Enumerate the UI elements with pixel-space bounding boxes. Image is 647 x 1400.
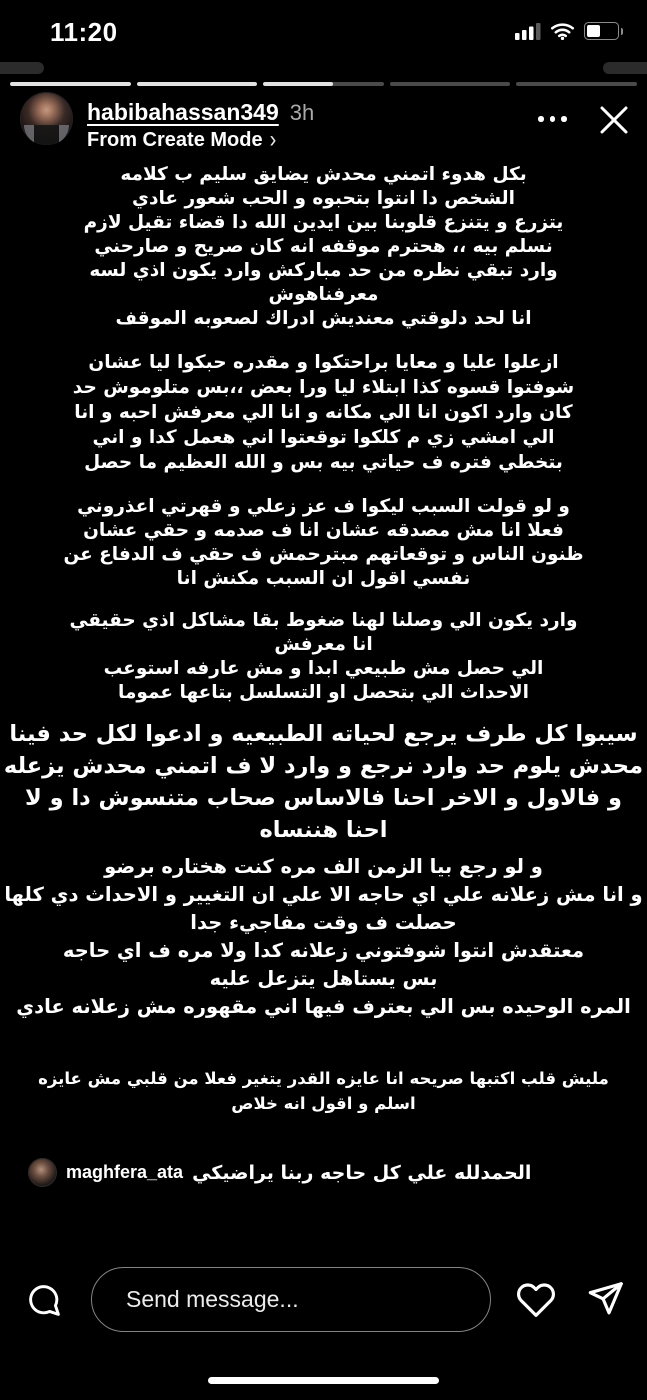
story-text-paragraph (0, 718, 647, 846)
story-text-line: كان وارد اكون انا الي مكانه و انا الي معرفش احبه و انا (74, 402, 573, 423)
chevron-right-icon: › (269, 126, 277, 154)
story-text-block (0, 163, 647, 1116)
username-link[interactable]: habibahassan349 (87, 99, 279, 125)
close-button[interactable] (592, 98, 636, 142)
story-text-line: ظنون الناس و توقعاتهم مبترحمش ف حقي ف الدفاع عن (63, 544, 584, 565)
story-text-line: نفسي اقول ان السبب مكنش انا (176, 568, 471, 589)
story-text-line: حصلت ف وقت مفاجيء جدا (190, 911, 457, 934)
story-text-line: يتزرع و يتنزع قلوبنا بين ايدين الله دا قضاء تقيل لازم (83, 212, 564, 233)
story-text-line: و لو رجع بيا الزمن الف مره كنت هختاره برضو (104, 855, 543, 878)
message-pill[interactable] (91, 1267, 491, 1332)
story-text-line: ازعلوا عليا و معايا براحتكوا و مقدره حبكوا ليا عشان (88, 352, 559, 373)
story-canvas-corner-left (0, 62, 44, 74)
story-text-line: معتقدش انتوا شوفتوني زعلانه كدا ولا مره ف اي حاجه (62, 939, 585, 962)
progress-segment (390, 82, 511, 86)
progress-segment (263, 82, 384, 86)
mention-caption: الحمدلله علي كل حاجه ربنا يراضيكي (192, 1161, 532, 1184)
heart-icon (516, 1280, 556, 1320)
story-text-line: الي امشي زي م كلكوا توقعتوا اني هعمل كدا و اني (92, 427, 555, 448)
story-text-paragraph (0, 1066, 647, 1116)
mention-username[interactable]: maghfera_ata (66, 1162, 184, 1182)
cellular-signal-icon (515, 23, 541, 40)
story-text-line: و فالاول و الاخر احنا فالاساس صحاب متنسوش دا و لا (25, 785, 622, 811)
story-text-line: فعلا انا مش مصدقه عشان انا ف صدمه و حقي عشان (83, 520, 564, 541)
story-text-line: و انا مش زعلانه علي اي حاجه الا علي ان التغيير و الاحداث دي كلها (4, 883, 643, 906)
story-header (87, 99, 314, 152)
story-text-line: وارد يكون الي وصلنا لهنا ضغوط بقا مشاكل اذي حقيقي (69, 610, 578, 631)
story-text-line: انا لحد دلوقتي معنديش ادراك لصعوبه الموقف (115, 308, 532, 329)
status-icons (515, 22, 619, 40)
story-text-line: سيبوا كل طرف يرجع لحياته الطبيعيه و ادعوا لكل حد فينا (9, 721, 638, 747)
story-text-line: بتخطي فتره ف حياتي بيه بس و الله العظيم ما حصل (84, 452, 563, 473)
story-text-line: المره الوحيده بس الي بعترف فيها اني مقهوره مش زعلانه عادي (16, 995, 631, 1018)
story-text-line: الي حصل مش طبيعي ابدا و مش عارفه استوعب (103, 658, 544, 679)
story-text-line: اسلم و اقول انه خلاص (231, 1094, 416, 1113)
home-indicator[interactable] (208, 1377, 439, 1384)
story-text-paragraph (0, 163, 647, 331)
story-text-line: الشخص دا انتوا بتحبوه و الحب شعور عادي (132, 188, 515, 209)
story-text-line: محدش يلوم حد وارد نرجع و وارد لا ف اتمني محدش يزعله (3, 753, 644, 779)
more-options-icon[interactable] (538, 116, 567, 122)
story-text-paragraph (0, 350, 647, 475)
send-message-input[interactable] (124, 1285, 470, 1314)
comment-bubble-button[interactable] (26, 1282, 63, 1324)
progress-segment (137, 82, 258, 86)
like-button[interactable] (516, 1280, 556, 1325)
progress-segment (10, 82, 131, 86)
comment-bubble-icon (26, 1282, 63, 1319)
mention-row[interactable] (28, 1158, 531, 1187)
story-text-line: بس يستاهل يتزعل عليه (209, 967, 438, 990)
story-canvas-corner-right (603, 62, 647, 74)
story-text-paragraph (0, 495, 647, 591)
story-progress-bar (10, 82, 637, 86)
story-text-line: الاحداث الي بتحصل او التسلسل بتاعها عموما (118, 682, 529, 703)
battery-icon (584, 22, 619, 40)
story-text-line: انا معرفش (274, 634, 373, 655)
share-button[interactable] (584, 1278, 626, 1325)
status-time: 11:20 (50, 17, 118, 47)
story-text-line: و لو قولت السبب ليكوا ف عز زعلي و قهرتي اعذروني (77, 496, 570, 517)
story-text-line: نسلم بيه ،، هحترم موقفه انه كان صريح و صارحني (94, 236, 553, 257)
create-mode-label: From Create Mode (87, 129, 263, 151)
wifi-icon (550, 22, 575, 40)
story-text-paragraph (0, 609, 647, 705)
close-icon (595, 101, 633, 139)
story-text-line: مليش قلب اكتبها صريحه انا عايزه القدر يتغير فعلا من قلبي مش عايزه (38, 1069, 609, 1088)
story-text-line: احنا هننساه (259, 817, 388, 843)
progress-segment (516, 82, 637, 86)
story-text-line: معرفناهوش (268, 284, 379, 305)
paper-plane-icon (584, 1278, 626, 1320)
story-text-line: شوفتوا قسوه كذا ابتلاء ليا ورا بعض ،،بس متلوموش حد (72, 377, 575, 398)
story-timestamp: 3h (289, 100, 315, 125)
story-text-line: بكل هدوء اتمني محدش يضايق سليم ب كلامه (120, 164, 527, 185)
story-text-line: وارد تبقي نظره من حد مباركش وارد يكون اذي لسه (89, 260, 558, 281)
mention-avatar[interactable] (28, 1158, 57, 1187)
story-text-paragraph (0, 853, 647, 1021)
profile-avatar[interactable] (20, 92, 73, 145)
create-mode-link[interactable] (87, 126, 314, 154)
